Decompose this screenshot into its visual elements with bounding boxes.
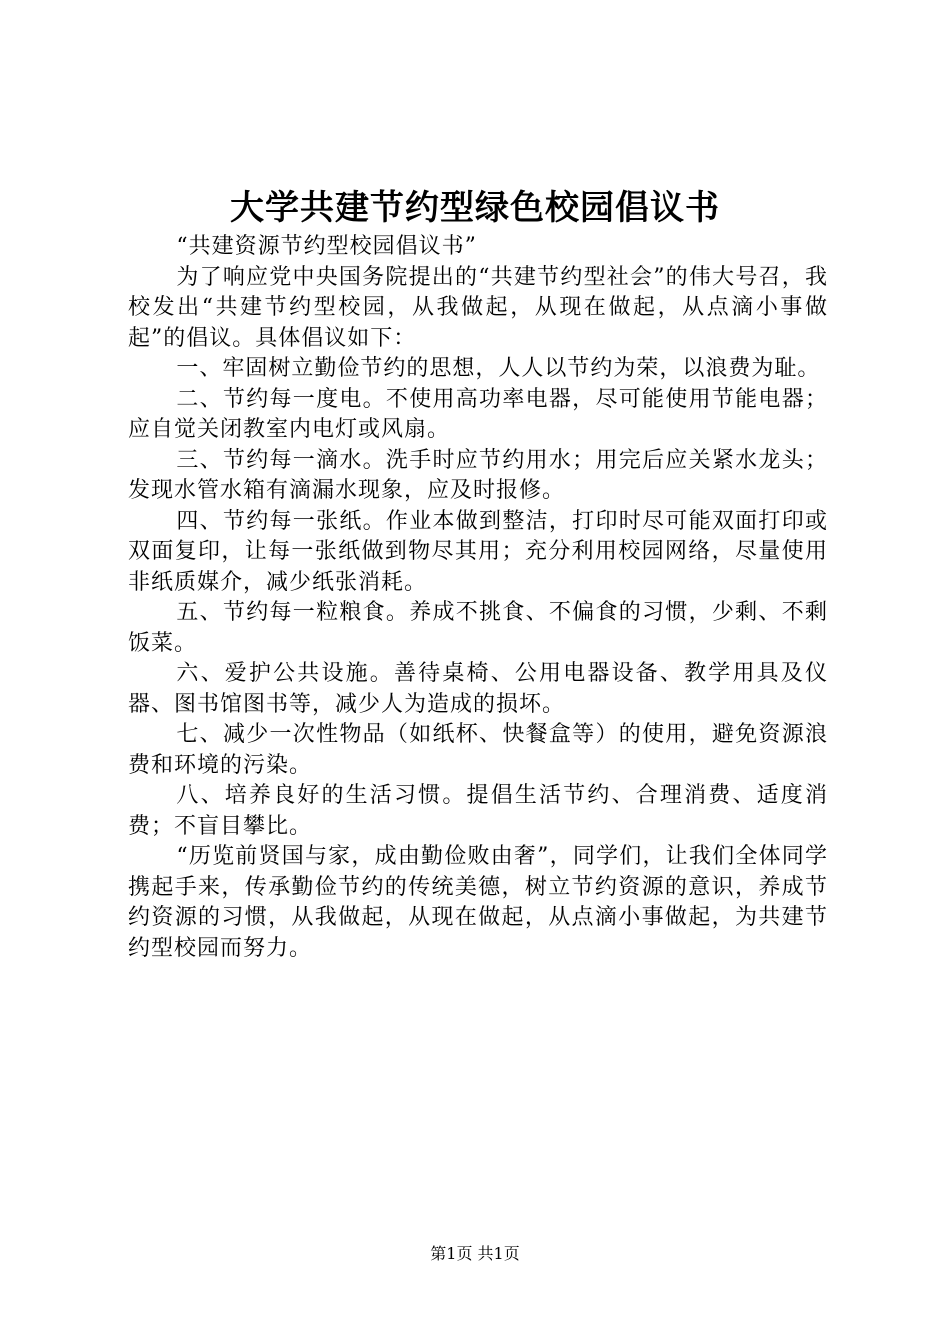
paragraph-item-6: 六、爱护公共设施。善待桌椅、公用电器设备、教学用具及仪器、图书馆图书等，减少人为造成的损坏。: [128, 661, 828, 717]
page-footer: 第1页 共1页: [430, 1244, 520, 1263]
paragraph-item-2: 二、节约每一度电。不使用高功率电器，尽可能使用节能电器；应自觉关闭教室内电灯或风扇。: [128, 386, 828, 442]
paragraph-item-8: 八、培养良好的生活习惯。提倡生活节约、合理消费、适度消费；不盲目攀比。: [128, 783, 828, 839]
document-body: [128, 232, 828, 964]
paragraph-closing: “历览前贤国与家，成由勤俭败由奢”，同学们，让我们全体同学携起手来，传承勤俭节约的传统美德，树立节约资源的意识，养成节约资源的习惯，从我做起，从现在做起，从点滴小事做起，为共建节约型校园而努力。: [128, 844, 828, 961]
paragraph-item-7: 七、减少一次性物品（如纸杯、快餐盒等）的使用，避免资源浪费和环境的污染。: [128, 722, 828, 778]
paragraph-subtitle: “共建资源节约型校园倡议书”: [176, 234, 477, 259]
paragraph-item-3: 三、节约每一滴水。洗手时应节约用水；用完后应关紧水龙头；发现水管水箱有滴漏水现象，应及时报修。: [128, 447, 828, 503]
paragraph-item-4: 四、节约每一张纸。作业本做到整洁，打印时尽可能双面打印或双面复印，让每一张纸做到物尽其用；充分利用校园网络，尽量使用非纸质媒介，减少纸张消耗。: [128, 508, 828, 595]
paragraph-item-5: 五、节约每一粒粮食。养成不挑食、不偏食的习惯，少剩、不剩饭菜。: [128, 600, 828, 656]
document-title: 大学共建节约型绿色校园倡议书: [230, 188, 720, 228]
paragraph-item-1: 一、牢固树立勤俭节约的思想，人人以节约为荣，以浪费为耻。: [176, 356, 821, 381]
paragraph-intro: 为了响应党中央国务院提出的“共建节约型社会”的伟大号召，我校发出“共建节约型校园，从我做起，从现在做起，从点滴小事做起”的倡议。具体倡议如下：: [128, 264, 828, 351]
